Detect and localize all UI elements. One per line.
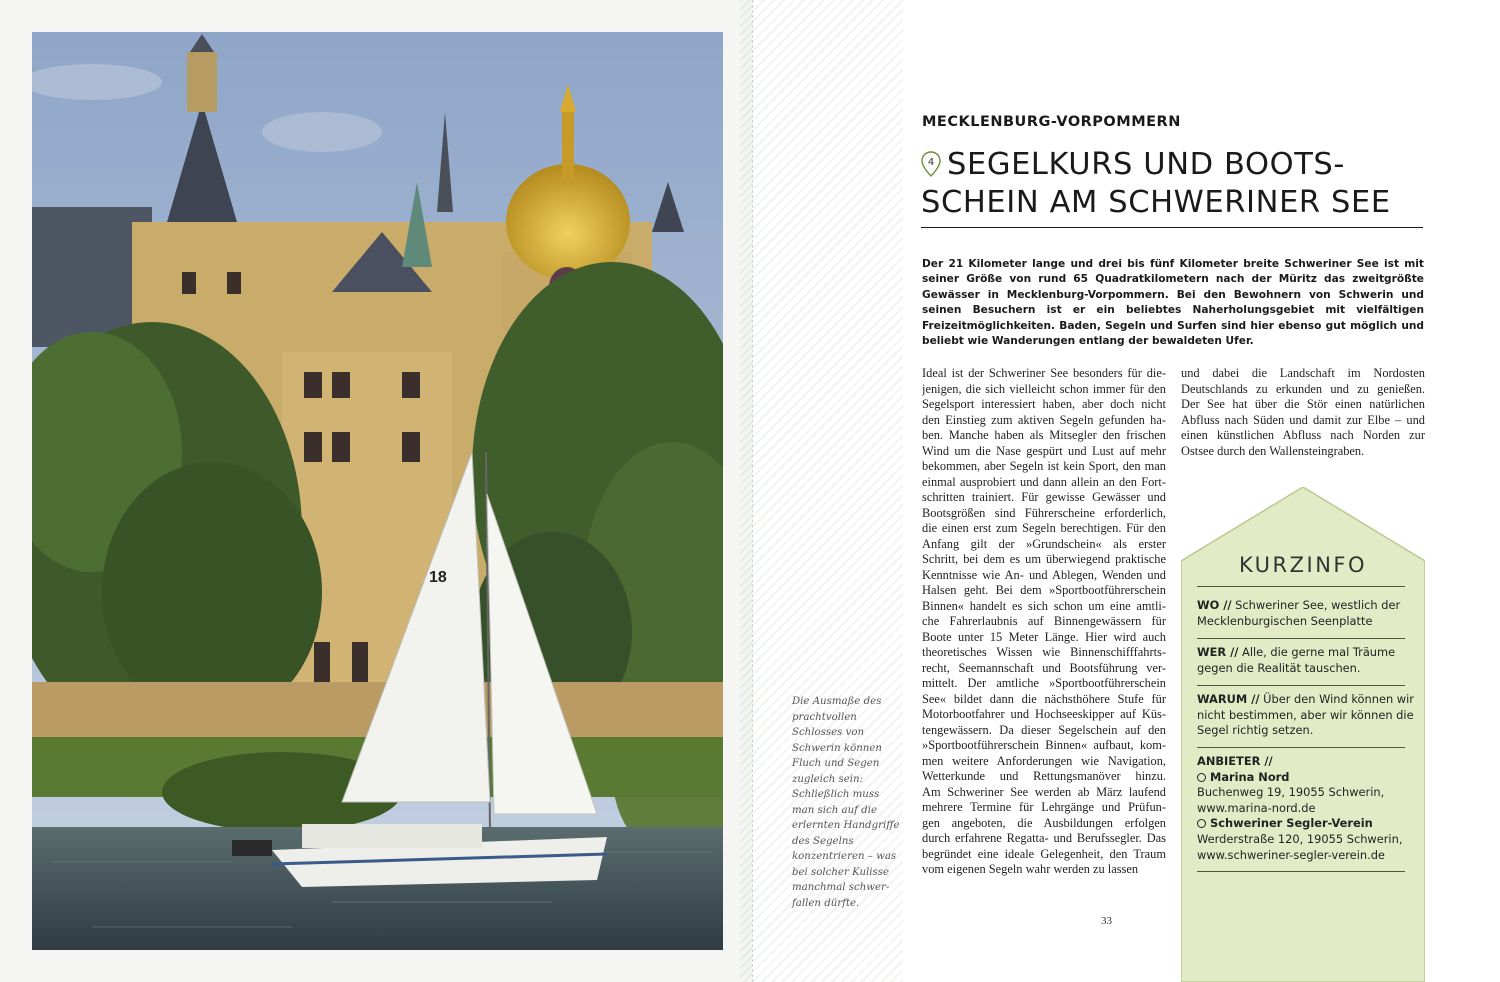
warum-label: WARUM // <box>1197 692 1260 706</box>
body-text-line: Der See hat über die Stör einen natürlichen <box>1181 397 1425 411</box>
wer-text: Alle, die gerne mal Träume gegen die Realität tauschen. <box>1197 645 1396 675</box>
body-text-line: gen angeboten, die Ausbildungen erfolgen <box>922 815 1166 830</box>
body-text-line: recht, Seemannschaft und Bootsführung ver- <box>922 660 1166 675</box>
title-line-2: SCHEIN AM SCHWERINER SEE <box>921 185 1391 220</box>
body-text-line: che Fahrerlaubnis auf Binnengewässern für <box>922 614 1166 628</box>
gutter-line <box>752 0 753 982</box>
body-text-line: bekommen, aber Segeln ist kein Sport, den man <box>922 459 1166 473</box>
provider1-name: Marina Nord <box>1210 769 1290 784</box>
kurzinfo-rule <box>1197 638 1405 639</box>
provider1-url[interactable]: www.marina-nord.de <box>1197 800 1316 815</box>
body-text-line: men weitere Anforderungen wie Navigation, <box>922 753 1166 768</box>
provider2-name: Schweriner Segler-Verein <box>1210 816 1373 831</box>
kurzinfo-rule <box>1197 685 1405 686</box>
kurzinfo-rule <box>1197 747 1405 748</box>
kurzinfo-warum <box>1197 692 1417 739</box>
body-text-line: vom eigenen Segeln wahr werden zu lassen <box>922 862 1139 876</box>
title-underline <box>921 227 1423 228</box>
circle-bullet-icon <box>1197 819 1206 828</box>
castle-sailboat-photo <box>32 32 723 950</box>
intro-paragraph: Der 21 Kilometer lange und drei bis fünf Kilometer breite Schweriner See ist mit seiner Größe von rund 65 Quadratkilometern nach der Müritz das zweitgrößte Gewässer in Mecklenburg-Vorpommern. Bei den Bewohnern von Schwerin und seinen Besuchern ist er ein beliebtes Naherholungsgebiet mit vielfältigen Freizeitmöglichkeiten. Baden, Segeln und Surfen sind hier ebenso gut möglich und beliebt wie Wanderungen entlang der bewaldeten Ufer. <box>922 258 1424 348</box>
provider2-address: Werderstraße 120, 19055 Schwerin, <box>1197 831 1403 846</box>
provider2-url[interactable]: www.schweriner-segler-verein.de <box>1197 847 1385 862</box>
body-text-line: Ostsee durch den Wallensteingraben. <box>1181 443 1365 458</box>
article-title <box>921 146 1431 222</box>
body-text-line: Abfluss nach Süden und damit zur Elbe – und <box>1181 412 1425 427</box>
body-text-line: Binnen« handelt es sich schon um eine amtli- <box>922 598 1166 613</box>
body-text-line: einen künstlichen Abfluss nach Norden zur <box>1181 428 1425 442</box>
marker-number: 4 <box>927 157 935 168</box>
body-text-line: jenigen, die sich vielleicht schon immer für den <box>922 381 1166 396</box>
warum-text: Über den Wind können wir nicht bestimmen, aber wir können die Segel richtig setzen. <box>1197 692 1414 738</box>
body-text-line: den Einstieg zum aktiven Segeln gefunden ha- <box>922 412 1166 427</box>
body-text-line: Anfang gilt der »Grundschein« als erster <box>922 536 1166 551</box>
body-text-line: mehrere Termine für Lehrgänge und Prüfun- <box>922 800 1166 814</box>
body-text-line: ben. Manche haben als Mitsegler den frischen <box>922 428 1166 442</box>
kurzinfo-heading: KURZINFO <box>1238 553 1368 577</box>
body-text-line: die einen erst zum Segeln berechtigen. Für den <box>922 521 1166 535</box>
circle-bullet-icon <box>1197 773 1206 782</box>
body-text-line: Wind um die Nase gespürt und Lust auf mehr <box>922 443 1166 458</box>
wo-text: Schweriner See, westlich der Mecklenburgischen Seenplatte <box>1197 598 1401 628</box>
body-text-line: Boote unter 15 Meter Länge. Hier wird auch <box>922 629 1166 644</box>
kurzinfo-rule <box>1197 586 1405 587</box>
kurzinfo-anbieter <box>1197 754 1417 863</box>
body-text-line: Deutschlands zu erkunden und zu genießen. <box>1181 381 1425 396</box>
body-text-line: Schritt, bei dem es um überwiegend praktische <box>922 552 1166 566</box>
body-text-line: tengewässern. Da dieser Segelschein auf den <box>922 722 1166 737</box>
body-text-line: und dabei die Landschaft im Nordosten <box>1181 366 1425 380</box>
body-text-line: einmal ausprobiert und dann allein an den Fort- <box>922 474 1166 489</box>
page-edge-hatch <box>740 0 752 982</box>
anbieter-label: ANBIETER // <box>1197 754 1273 768</box>
body-text-line: Bootsgrößen sind Führerscheine erforderlich, <box>922 505 1166 520</box>
body-text-line: mittelt. Der amtliche »Sportbootführerschein <box>922 676 1166 690</box>
body-text-line: »Sportbootführerschein Binnen« aufbaut, kom- <box>922 738 1166 752</box>
body-text-line: schritten trainiert. Für gewisse Gewässer und <box>922 490 1166 504</box>
body-column-1 <box>922 366 1166 878</box>
body-column-2 <box>1181 366 1425 459</box>
body-text-line: Kenntnisse wie An- und Ablegen, Wenden und <box>922 567 1166 582</box>
body-text-line: Halsen geht. Bei dem »Sportbootführerschein <box>922 583 1166 597</box>
title-line-1: SEGELKURS UND BOOTS- <box>947 147 1346 182</box>
wo-label: WO // <box>1197 598 1232 612</box>
photo-caption: Die Ausmaße des prachtvollen Schlosses von Schwerin können Fluch und Segen zugleich sein: Schließlich muss man sich auf die erlernten Handgriffe des Segelns konzentrieren – was bei solcher Kulisse manchmal schwerfallen dürfte. <box>792 696 900 909</box>
body-text-line: Segelsport interessiert haben, aber doch nicht <box>922 397 1166 411</box>
body-text-line: Wetterkunde und Rettungsmanöver hinzu. <box>922 769 1166 783</box>
body-text-line: Am Schweriner See werden ab März laufend <box>922 784 1166 799</box>
wer-label: WER // <box>1197 645 1239 659</box>
body-text-line: durch erfahrene Regatta- und Berufssegler. Das <box>922 831 1166 845</box>
sail-number: 18 <box>429 569 447 586</box>
region-heading: MECKLENBURG-VORPOMMERN <box>922 114 1181 130</box>
body-text-line: Motorbootfahrer und Hochseeskipper auf Küs- <box>922 707 1166 721</box>
kurzinfo-wer <box>1197 645 1417 676</box>
kurzinfo-wo <box>1197 598 1417 629</box>
kurzinfo-rule <box>1197 871 1405 872</box>
body-text-line: begründet eine ideale Gelegenheit, den Traum <box>922 846 1166 861</box>
body-text-line: See« bildet dann die nächsthöhere Stufe für <box>922 691 1166 706</box>
provider1-address: Buchenweg 19, 19055 Schwerin, <box>1197 785 1385 800</box>
page-number: 33 <box>1101 915 1112 927</box>
body-text-line: theoretisches Wissen wie Binnenschifffahrts- <box>922 645 1166 659</box>
body-text-line: Ideal ist der Schweriner See besonders für die- <box>922 366 1166 380</box>
